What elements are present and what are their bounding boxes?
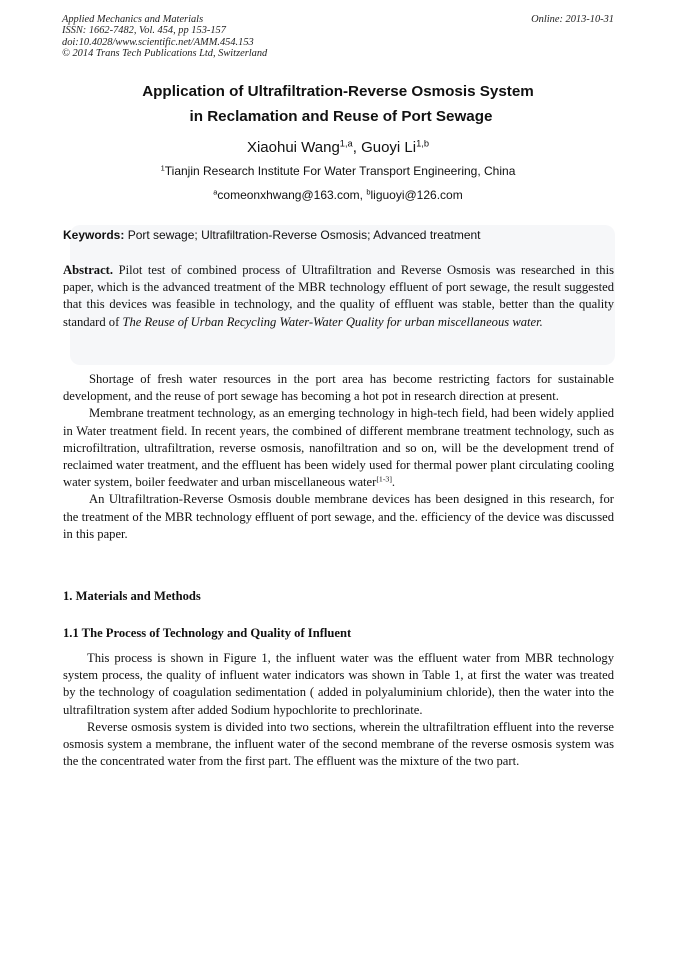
introduction	[63, 371, 614, 543]
paragraph: An Ultrafiltration-Reverse Osmosis double membrane devices has been designed in this research, for the treatment of the MBR technology effluent of port sewage, and the. efficiency of the device was discussed in this paper.	[63, 492, 614, 541]
email-link[interactable]: liguoyi@126.com	[370, 188, 463, 202]
paragraph: Reverse osmosis system is divided into two sections, wherein the ultrafiltration effluent into the reverse osmosis system a membrane, the influent water of the second membrane of the reverse osmosis system was the the concentrated water from the first part. The effluent was the mixture of the two part.	[63, 719, 614, 769]
keywords-label: Keywords:	[63, 228, 125, 242]
author-separator: ,	[352, 139, 362, 156]
email-mark: b	[366, 187, 371, 197]
author-affiliation-mark: 1,a	[339, 138, 353, 149]
abstract-label: Abstract.	[63, 263, 114, 277]
journal-issn: ISSN: 1662-7482, Vol. 454, pp 153-157	[62, 25, 226, 37]
author-emails	[62, 188, 614, 202]
journal-copyright: © 2014 Trans Tech Publications Ltd, Switzerland	[62, 48, 268, 60]
affiliation	[62, 164, 614, 178]
paragraph-text: Membrane treatment technology, as an emerging technology in high-tech field, had been widely applied in Water treatment field. In recent years, the combined of different membrane treatment technology, such as microfiltration, ultrafiltration, reverse osmosis, nanofiltration and so on, will be the development trend of reclaimed water treatment, and the effluent has been widely used for thermal power plant circulating cooling water system, boiler feedwater and urban miscellaneous water	[63, 406, 614, 490]
affiliation-mark: 1	[160, 163, 165, 173]
title-line-1: Application of Ultrafiltration-Reverse Osmosis System	[142, 83, 534, 100]
author-name: Guoyi Li	[361, 139, 417, 156]
abstract	[63, 262, 614, 331]
paragraph	[63, 405, 614, 491]
title-line-2: in Reclamation and Reuse of Port Sewage	[189, 108, 493, 125]
citation[interactable]: [1-3]	[376, 474, 392, 484]
journal-header	[62, 14, 267, 60]
section-body	[63, 650, 614, 770]
paragraph: This process is shown in Figure 1, the influent water was the effluent water from MBR technology system process, the quality of influent water indicators was shown in Table 1, at first the water was treated by the technology of coagulation sedimentation ( added in polyaluminium chloride), then the water into the ultrafiltration system after added Sodium hypochlorite to prechlorinate.	[63, 651, 614, 717]
section-heading: 1. Materials and Methods	[63, 589, 201, 603]
keywords-text: Port sewage; Ultrafiltration-Reverse Osmosis; Advanced treatment	[124, 228, 481, 242]
paragraph: Shortage of fresh water resources in the port area has become restricting factors for sustainable development, and the reuse of port sewage has becoming a hot pot in research direction at present.	[63, 372, 614, 404]
paper-title	[62, 79, 614, 129]
affiliation-text: Tianjin Research Institute For Water Transport Engineering, China	[164, 164, 516, 178]
journal-name: Applied Mechanics and Materials	[62, 14, 204, 25]
keywords	[63, 228, 615, 242]
author-name: Xiaohui Wang	[246, 139, 340, 156]
abstract-text: Pilot test of combined process of Ultrafiltration and Reverse Osmosis was researched in this paper, which is the advanced treatment of the MBR technology effluent of port sewage, the result suggested that this devices was feasible in technology, and the quality of effluent was stable, better than the quality standard of	[63, 263, 614, 329]
paragraph-end: .	[391, 475, 396, 490]
email-link[interactable]: comeonxhwang@163.com,	[217, 188, 367, 202]
journal-doi[interactable]: doi:10.4028/www.scientific.net/AMM.454.153	[62, 36, 254, 48]
online-date: Online: 2013-10-31	[531, 14, 614, 25]
abstract-standard-title: The Reuse of Urban Recycling Water-Water Quality for urban miscellaneous water.	[122, 314, 543, 329]
author-affiliation-mark: 1,b	[416, 138, 430, 149]
author-list	[62, 139, 614, 156]
subsection-heading: 1.1 The Process of Technology and Quality of Influent	[63, 626, 352, 640]
email-mark: a	[213, 187, 218, 197]
